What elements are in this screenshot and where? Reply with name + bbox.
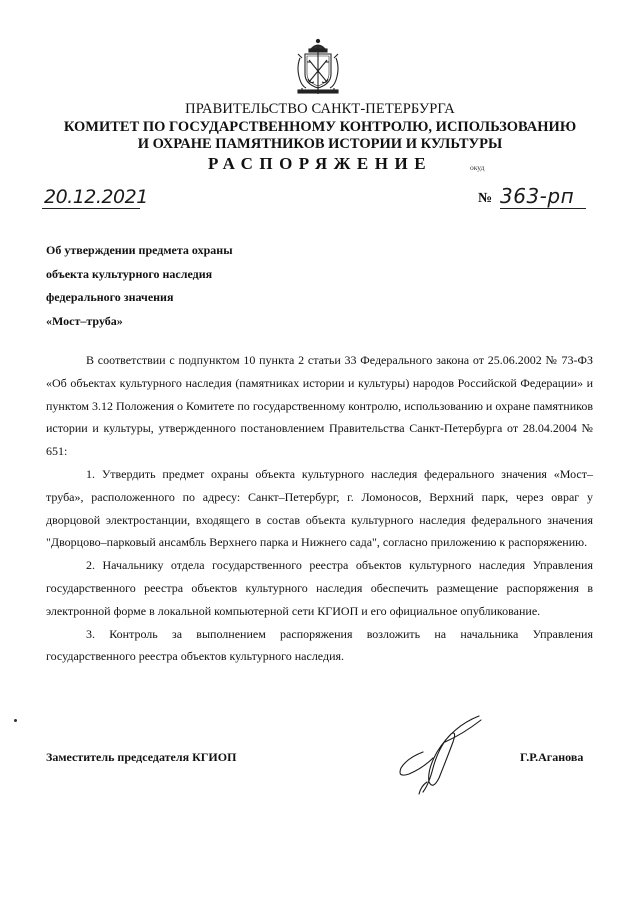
subject-line: федерального значения [46, 290, 174, 305]
clause-3-paragraph: 3. Контроль за выполнением распоряжения возложить на начальника Управления государственного реестра объектов культурного наследия. [46, 626, 593, 664]
committee-heading-line1: КОМИТЕТ ПО ГОСУДАРСТВЕННОМУ КОНТРОЛЮ, ИСПОЛЬЗОВАНИЮ [63, 119, 577, 135]
document-type-title: РАСПОРЯЖЕНИЕ [207, 154, 433, 173]
handwritten-order-number: 363-рп [500, 184, 575, 208]
coat-of-arms-emblem [292, 36, 344, 96]
subject-line: Об утверждении предмета охраны [46, 243, 233, 257]
number-underline [500, 208, 586, 209]
government-heading: ПРАВИТЕЛЬСТВО САНКТ-ПЕТЕРБУРГА [185, 101, 455, 117]
preamble-paragraph: В соответствии с подпунктом 10 пункта 2 статьи 33 Федерального закона от 25.06.2002 № 73-ФЗ «Об объектах культурного наследия (памятниках истории и культуры) народов Российской Федерации» и пунктом 3.12 Положения о Комитете по государственному контролю, использованию и охране памятников истории и культуры, утвержденного постановлением Правительства Санкт-Петербурга от 28.04.2004 № 651: [46, 353, 593, 459]
scan-speck [14, 719, 17, 722]
signatory-title: Заместитель председателя КГИОП [46, 750, 237, 764]
okud-code-label: окуд [470, 163, 485, 172]
number-sign: № [478, 191, 493, 206]
signatory-name: Г.Р.Аганова [520, 750, 584, 764]
handwritten-signature [393, 712, 489, 798]
clause-2-paragraph: 2. Начальнику отдела государственного реестра объектов культурного наследия Управления государственного реестра объектов культурного наследия обеспечить размещение распоряжения в электронной форме в локальной компьютерной сети КГИОП и его официальное опубликование. [46, 558, 593, 618]
subject-line: объекта культурного наследия [46, 266, 213, 281]
handwritten-date: 20.12.2021 [44, 186, 148, 208]
clause-1-paragraph: 1. Утвердить предмет охраны объекта культурного наследия федерального значения «Мост–труба», расположенного по адресу: Санкт–Петербург, г. Ломоносов, Верхний парк, через овраг у дворцовой электростанции, входящего в состав объекта культурного наследия федерального значения "Дворцово–парковый ансамбль Верхнего парка и Нижнего сада", согласно приложению к распоряжению. [46, 466, 593, 550]
committee-heading-line2: И ОХРАНЕ ПАМЯТНИКОВ ИСТОРИИ И КУЛЬТУРЫ [137, 136, 503, 152]
date-underline [42, 208, 140, 209]
document-body [46, 349, 593, 668]
subject-line: «Мост–труба» [46, 313, 123, 328]
subject-block [46, 244, 346, 338]
